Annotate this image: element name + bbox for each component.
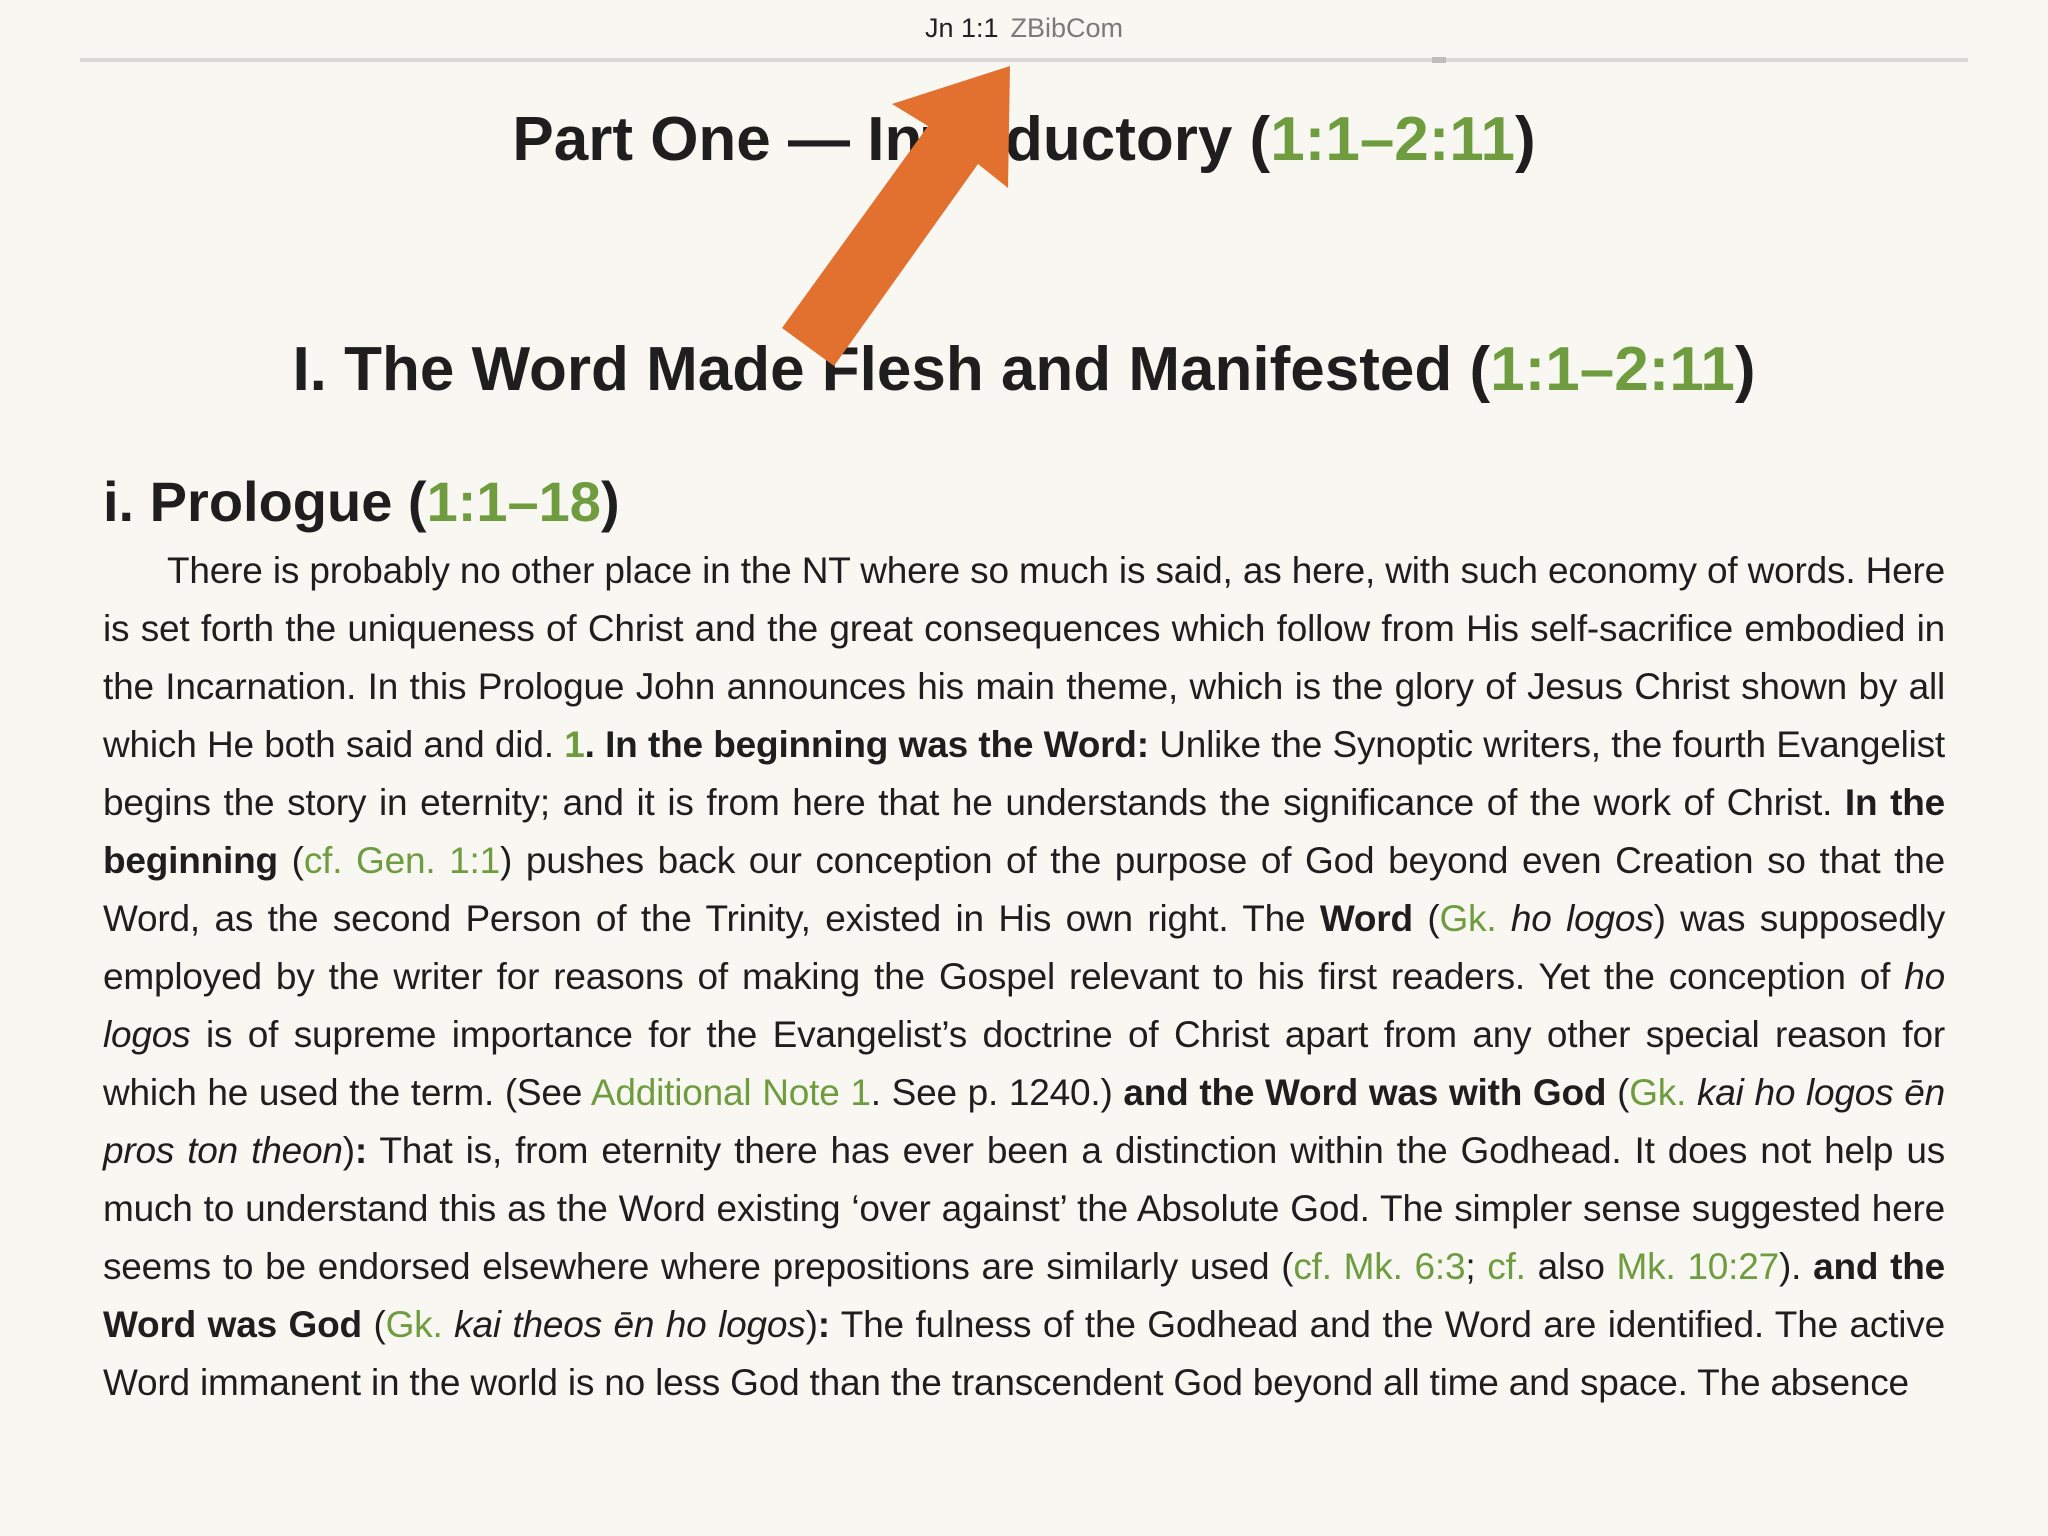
section-title: I. The Word Made Flesh and Manifested (1:1–2:11)	[292, 335, 1756, 404]
link-gen-1-1[interactable]: cf. Gen. 1:1	[303, 840, 500, 881]
lemma-beginning: In the beginning	[103, 782, 1945, 881]
progress-marker[interactable]	[1432, 57, 1446, 63]
link-greek[interactable]: Gk.	[385, 1304, 443, 1345]
link-greek[interactable]: Gk.	[1439, 898, 1497, 939]
current-reference[interactable]: Jn 1:1	[924, 13, 999, 43]
link-greek[interactable]: Gk.	[1629, 1072, 1687, 1113]
link-mk-10-27[interactable]: Mk. 10:27	[1616, 1246, 1779, 1287]
link-mk-6-3[interactable]: cf. Mk. 6:3	[1293, 1246, 1466, 1287]
commentary-paragraph: There is probably no other place in the NT where so much is said, as here, with such economy of words. Here is set forth the uniqueness of Christ and the great consequences which follow from His self-sacrifice embodied in the Incarnation. In this Prologue John announces his main theme, which is the glory of Jesus Christ shown by all which He both said and did. 1. In the beginning was the Word: Unlike the Synoptic writers, the fourth Evangelist begins the story in eternity; and it is from here that he understands the significance of the work of Christ. In the beginning (cf. Gen. 1:1) pushes back our conception of the purpose of God beyond even Creation so that the Word, as the second Person of the Trinity, existed in His own right. The Word (Gk. ho logos) was supposedly employed by the writer for reasons of making the Gospel relevant to his first readers. Yet the conception of ho logos is of supreme importance for the Evangelist’s doctrine of Christ apart from any other special reason for which he used the term. (See Additional Note 1. See p. 1240.) and the Word was with God (Gk. kai ho logos ēn pros ton theon): That is, from eternity there has ever been a distinction within the Godhead. It does not help us much to understand this as the Word existing ‘over against’ the Absolute God. The simpler sense suggested here seems to be endorsed elsewhere where prepositions are similarly used (cf. Mk. 6:3; cf. also Mk. 10:27). and the Word was God (Gk. kai theos ēn ho logos): The fulness of the Godhead and the Word are identified. The active Word immanent in the world is no less God than the transcendent God beyond all time and space. The absence	[103, 550, 1946, 1403]
subsection-range-link[interactable]: 1:1–18	[426, 470, 601, 533]
link-additional-note-1[interactable]: Additional Note 1	[590, 1072, 871, 1113]
subsection-title: i. Prologue (1:1–18)	[103, 470, 620, 533]
section-range-link[interactable]: 1:1–2:11	[1490, 335, 1735, 404]
orange-arrow-annotation-icon	[760, 58, 1060, 388]
part-title: Part One — Introductory (1:1–2:11)	[512, 105, 1536, 174]
verse-number[interactable]: 1	[564, 724, 585, 765]
lemma-heading: . In the beginning was the Word:	[584, 724, 1149, 765]
link-cf[interactable]: cf.	[1487, 1246, 1526, 1287]
lemma-with-god: and the Word was with God	[1123, 1072, 1607, 1113]
resource-name[interactable]: ZBibCom	[1010, 13, 1124, 43]
reference-bar[interactable]	[0, 8, 2048, 48]
lemma-was-god: and the Word was God	[103, 1246, 1945, 1345]
lemma-word: Word	[1319, 898, 1413, 939]
part-range-link[interactable]: 1:1–2:11	[1270, 105, 1515, 174]
